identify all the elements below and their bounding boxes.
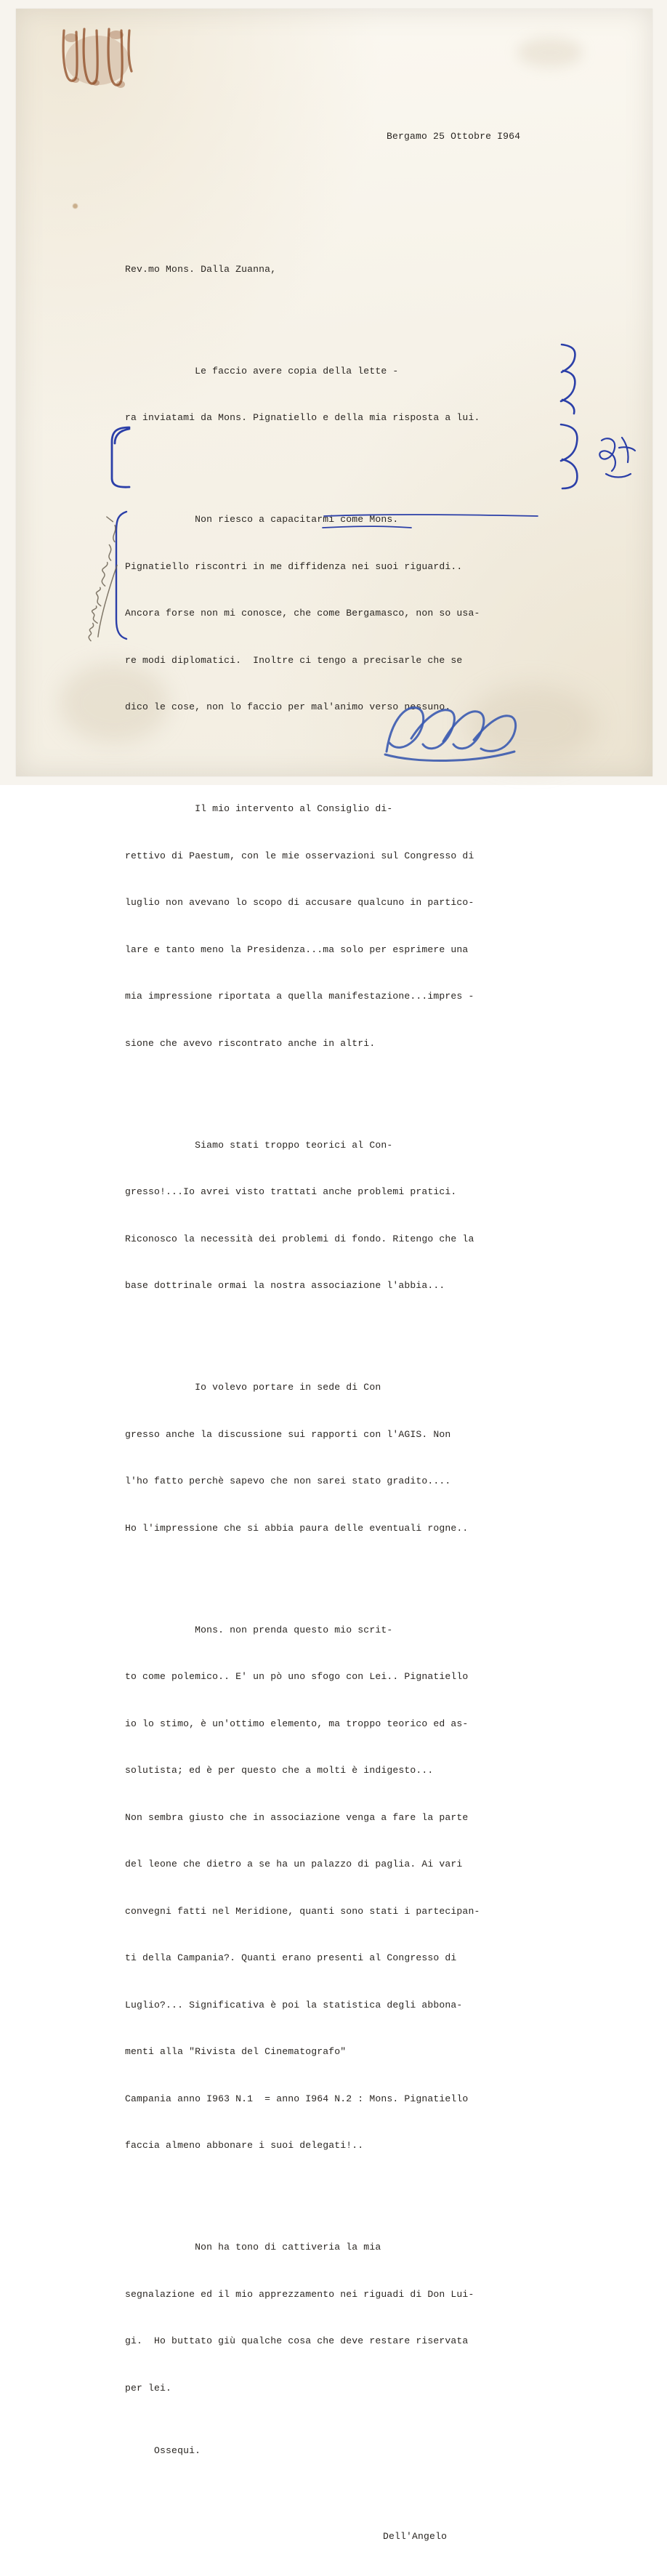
paragraph-2-line-3: Ancora forse non mi conosce, che come Bergamasco, non so usa- <box>125 608 480 619</box>
paragraph-3-line-5: mia impressione riportata a quella manifestazione...impres - <box>125 991 474 1002</box>
paragraph-5-line-1: Io volevo portare in sede di Con <box>125 1382 381 1393</box>
paragraph-6-line-2: to come polemico.. E' un pò uno sfogo con Lei.. Pignatiello <box>125 1671 469 1682</box>
paragraph-2-line-4: re modi diplomatici. Inoltre ci tengo a precisarle che se <box>125 654 463 666</box>
paragraph-7-line-2: segnalazione ed il mio apprezzamento nei riguadi di Don Lui- <box>125 2288 474 2300</box>
paragraph-6-line-9: Luglio?... Significativa è poi la statistica degli abbona- <box>125 1999 463 2011</box>
paragraph-6-line-6: del leone che dietro a se ha un palazzo di paglia. Ai vari <box>125 1859 463 1869</box>
paragraph-4-line-3: Riconosco la necessità dei problemi di fondo. Ritengo che la <box>125 1233 474 1244</box>
signature-block-label: Dell'Angelo <box>383 2531 448 2542</box>
paragraph-2-line-5: dico le cose, non lo faccio per mal'animo verso nessuno. <box>125 701 451 712</box>
paragraph-7-line-4: per lei. <box>125 2382 172 2394</box>
paragraph-3-line-1: Il mio intervento al Consiglio di- <box>125 803 393 814</box>
paragraph-7-line-1: Non ha tono di cattiveria la mia <box>125 2242 381 2253</box>
paragraph-1-line-2: ra inviatami da Mons. Pignatiello e della mia risposta a lui. <box>125 412 480 423</box>
closing: Ossequi. <box>125 2444 201 2456</box>
paragraph-6-line-4: solutista; ed è per questo che a molti è indigesto... <box>125 1765 434 1776</box>
date-line: Bergamo 25 Ottobre I964 <box>387 130 521 142</box>
salutation: Rev.mo Mons. Dalla Zuanna, <box>125 263 277 275</box>
paragraph-6-line-7: convegni fatti nel Meridione, quanti sono stati i partecipan- <box>125 1905 480 1917</box>
paragraph-4-line-2: gresso!...Io avrei visto trattati anche problemi pratici. <box>125 1186 457 1197</box>
paragraph-2-line-1: Non riesco a capacitarmi come Mons. <box>125 514 399 525</box>
paragraph-6-line-10: menti alla "Rivista del Cinematografo" <box>125 2046 347 2057</box>
paragraph-6-line-11: Campania anno I963 N.1 = anno I964 N.2 : Mons. Pignatiello <box>125 2093 469 2104</box>
paragraph-5-line-4: Ho l'impressione che si abbia paura delle eventuali rogne.. <box>125 1522 469 1534</box>
paragraph-6-line-1: Mons. non prenda questo mio scrit- <box>125 1624 393 1635</box>
paragraph-5-line-2: gresso anche la discussione sui rapporti con l'AGIS. Non <box>125 1428 451 1440</box>
paragraph-7-line-3: gi. Ho buttato giù qualche cosa che deve restare riservata <box>125 2335 469 2346</box>
paper-sheet <box>16 9 652 2542</box>
paragraph-2-line-2: Pignatiello riscontri in me diffidenza nei suoi riguardi.. <box>125 560 463 572</box>
paragraph-6-line-8: ti della Campania?. Quanti erano presenti al Congresso di <box>125 1952 457 1963</box>
paragraph-6-line-3: io lo stimo, è un'ottimo elemento, ma troppo teorico ed as- <box>125 1718 469 1729</box>
paragraph-3-line-4: lare e tanto meno la Presidenza...ma solo per esprimere una <box>125 943 469 955</box>
paragraph-3-line-6: sione che avevo riscontrato anche in altri. <box>125 1037 376 1049</box>
pen-scribble-right-margin-icon <box>594 433 639 484</box>
paragraph-6-line-12: faccia almeno abbonare i suoi delegati!.. <box>125 2140 364 2151</box>
paragraph-5-line-3: l'ho fatto perchè sapevo che non sarei stato gradito.... <box>125 1476 451 1486</box>
paper-stain <box>73 204 78 209</box>
letter-body <box>125 81 575 2576</box>
paragraph-1-line-1: Le faccio avere copia della lette - <box>125 365 399 377</box>
paragraph-4-line-4: base dottrinale ormai la nostra associazione l'abbia... <box>125 1280 445 1291</box>
paragraph-3-line-2: rettivo di Paestum, con le mie osservazioni sul Congresso di <box>125 850 474 861</box>
paragraph-6-line-5: Non sembra giusto che in associazione venga a fare la parte <box>125 1811 469 1823</box>
paragraph-3-line-3: luglio non avevano lo scopo di accusare qualcuno in partico- <box>125 897 474 908</box>
paper-stain <box>517 38 583 67</box>
paragraph-4-line-1: Siamo stati troppo teorici al Con- <box>125 1139 393 1151</box>
